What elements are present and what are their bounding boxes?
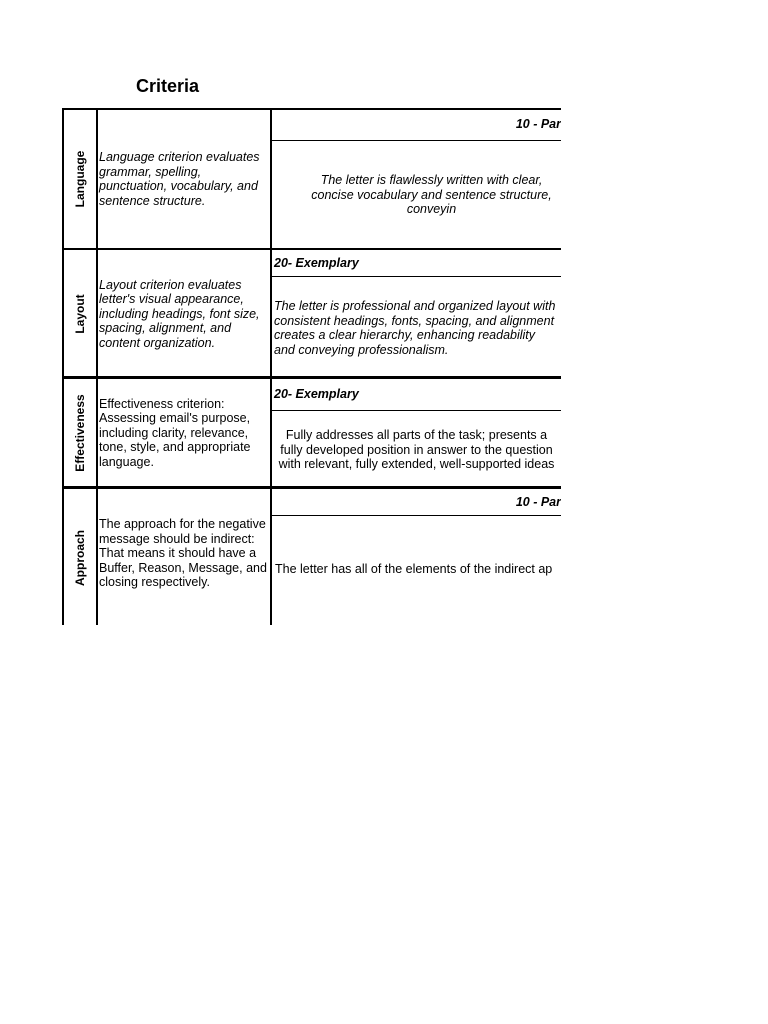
row-divider bbox=[62, 486, 561, 489]
rubric-row-effectiveness bbox=[62, 378, 561, 488]
criterion-description-cell bbox=[98, 250, 272, 378]
level-description: The letter is professional and organized layout with consistent headings, fonts, spacing, and alignment creates a clear hierarchy, enhancing readability and conveying professionalism. bbox=[274, 299, 556, 357]
criterion-name: Approach bbox=[73, 529, 87, 587]
criterion-description: Language criterion evaluates grammar, spelling, punctuation, vocabulary, and sentence structure. bbox=[99, 150, 260, 208]
level-label: 10 - Par bbox=[272, 488, 561, 516]
level-description: The letter has all of the elements of the indirect ap bbox=[275, 561, 553, 576]
page-title: Criteria bbox=[136, 76, 200, 96]
level-description: Fully addresses all parts of the task; presents a fully developed position in answer to the question with relevant, fully extended, well-supported ideas bbox=[278, 428, 555, 472]
criterion-description: The approach for the negative message should be indirect: That means it should have a Buffer, Reason, Message, and closing respectively. bbox=[99, 517, 267, 589]
criterion-name-cell bbox=[62, 108, 98, 250]
row-divider bbox=[62, 248, 561, 250]
level-description-cell bbox=[272, 142, 561, 248]
criterion-name: Layout bbox=[73, 294, 87, 334]
criterion-description-cell bbox=[98, 488, 272, 625]
rubric-row-layout bbox=[62, 250, 561, 378]
level-label: 20- Exemplary bbox=[272, 250, 561, 277]
level-description-cell bbox=[272, 412, 561, 488]
criterion-name-cell bbox=[62, 250, 98, 378]
level-description: The letter is flawlessly written with clear, concise vocabulary and sentence structure, conveyin bbox=[311, 173, 552, 217]
criterion-description: Layout criterion evaluates letter's visual appearance, including headings, font size, spacing, alignment, and content organization. bbox=[99, 277, 260, 350]
rubric-table bbox=[62, 108, 561, 625]
level-description-cell bbox=[272, 278, 561, 378]
table-border-top bbox=[62, 108, 561, 110]
criterion-name-cell bbox=[62, 488, 98, 625]
level-label: 10 - Par bbox=[272, 108, 561, 141]
rubric-row-approach bbox=[62, 488, 561, 625]
criterion-description: Effectiveness criterion: Assessing email's purpose, including clarity, relevance, tone, style, and appropriate language. bbox=[99, 396, 251, 469]
criterion-name: Effectiveness bbox=[73, 394, 87, 472]
criterion-description-cell bbox=[98, 378, 272, 488]
level-description-cell bbox=[272, 517, 561, 621]
rubric-row-language bbox=[62, 108, 561, 250]
criterion-name-cell bbox=[62, 378, 98, 488]
criterion-name: Language bbox=[73, 150, 87, 208]
row-divider bbox=[62, 376, 561, 379]
level-label: 20- Exemplary bbox=[272, 378, 561, 411]
criterion-description-cell bbox=[98, 108, 272, 250]
